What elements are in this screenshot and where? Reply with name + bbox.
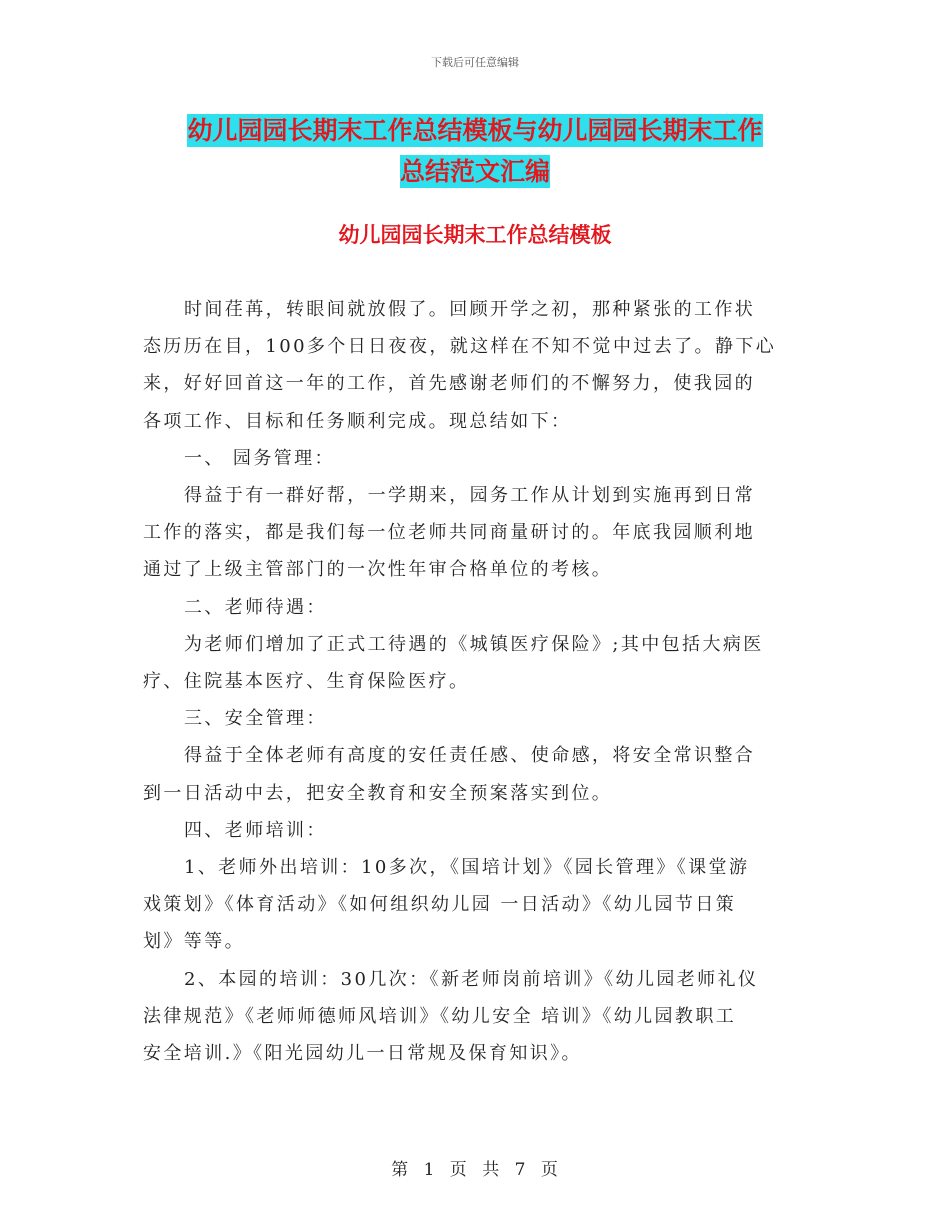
body-line: 通过了上级主管部门的一次性年审合格单位的考核。	[143, 559, 613, 581]
footer-label-page: 第	[391, 1160, 410, 1180]
body-line: 划》等等。	[143, 931, 245, 953]
body-line: 戏策划》《体育活动》《如何组织幼儿园 一日活动》《幼儿园节日策	[143, 894, 737, 916]
body-line: 法律规范》《老师师德师风培训》《幼儿安全 培训》《幼儿园教职工	[143, 1005, 737, 1027]
footer-current-page: 1	[423, 1160, 436, 1180]
section-title: 幼儿园园长期末工作总结模板	[338, 223, 612, 247]
body-line: 安全培训.》《阳光园幼儿一日常规及保育知识》。	[143, 1043, 582, 1065]
document-title-line-1: 幼儿园园长期末工作总结模板与幼儿园园长期末工作	[187, 116, 763, 145]
footer-total-pages: 7	[514, 1160, 527, 1180]
document-title-line-2: 总结范文汇编	[399, 157, 550, 186]
body-line: 来，好好回首这一年的工作，首先感谢老师们的不懈努力，使我园的	[143, 373, 755, 395]
body-line: 时间荏苒，转眼间就放假了。回顾开学之初，那种紧张的工作状	[184, 299, 756, 320]
document-title	[150, 110, 800, 192]
body-line: 工作的落实，都是我们每一位老师共同商量研讨的。年底我园顺利地	[143, 522, 755, 544]
body-line: 态历历在目，100多个日日夜夜，就这样在不知不觉中过去了。静下心	[143, 336, 777, 358]
section-heading: 二、老师待遇：	[184, 596, 327, 618]
body-line: 到一日活动中去，把安全教育和安全预案落实到位。	[143, 782, 613, 804]
section-heading: 四、老师培训：	[184, 819, 327, 841]
body-line: 得益于全体老师有高度的安任责任感、使命感，将安全常识整合	[184, 745, 756, 767]
body-line: 得益于有一群好帮，一学期来，园务工作从计划到实施再到日常	[184, 485, 756, 507]
body-line: 为老师们增加了正式工待遇的《城镇医疗保险》;其中包括大病医	[184, 633, 764, 655]
section-heading: 三、安全管理：	[184, 708, 327, 730]
body-line: 各项工作、目标和任务顺利完成。现总结如下：	[143, 410, 572, 432]
page-header-note: 下载后可任意编辑	[431, 56, 519, 69]
footer-label-of-page: 页	[449, 1160, 468, 1180]
body-line: 疗、住院基本医疗、生育保险医疗。	[143, 671, 470, 693]
body-line: 2、本园的培训：30几次：《新老师岗前培训》《幼儿园老师礼仪	[184, 968, 759, 990]
footer-label-total: 共	[482, 1160, 501, 1180]
page-number-footer	[0, 1155, 950, 1180]
body-line: 1、老师外出培训：10多次，《国培计划》《园长管理》《课堂游	[184, 857, 750, 879]
document-body	[143, 291, 807, 1072]
footer-label-total-page: 页	[540, 1160, 559, 1180]
section-heading: 一、 园务管理：	[184, 447, 335, 469]
